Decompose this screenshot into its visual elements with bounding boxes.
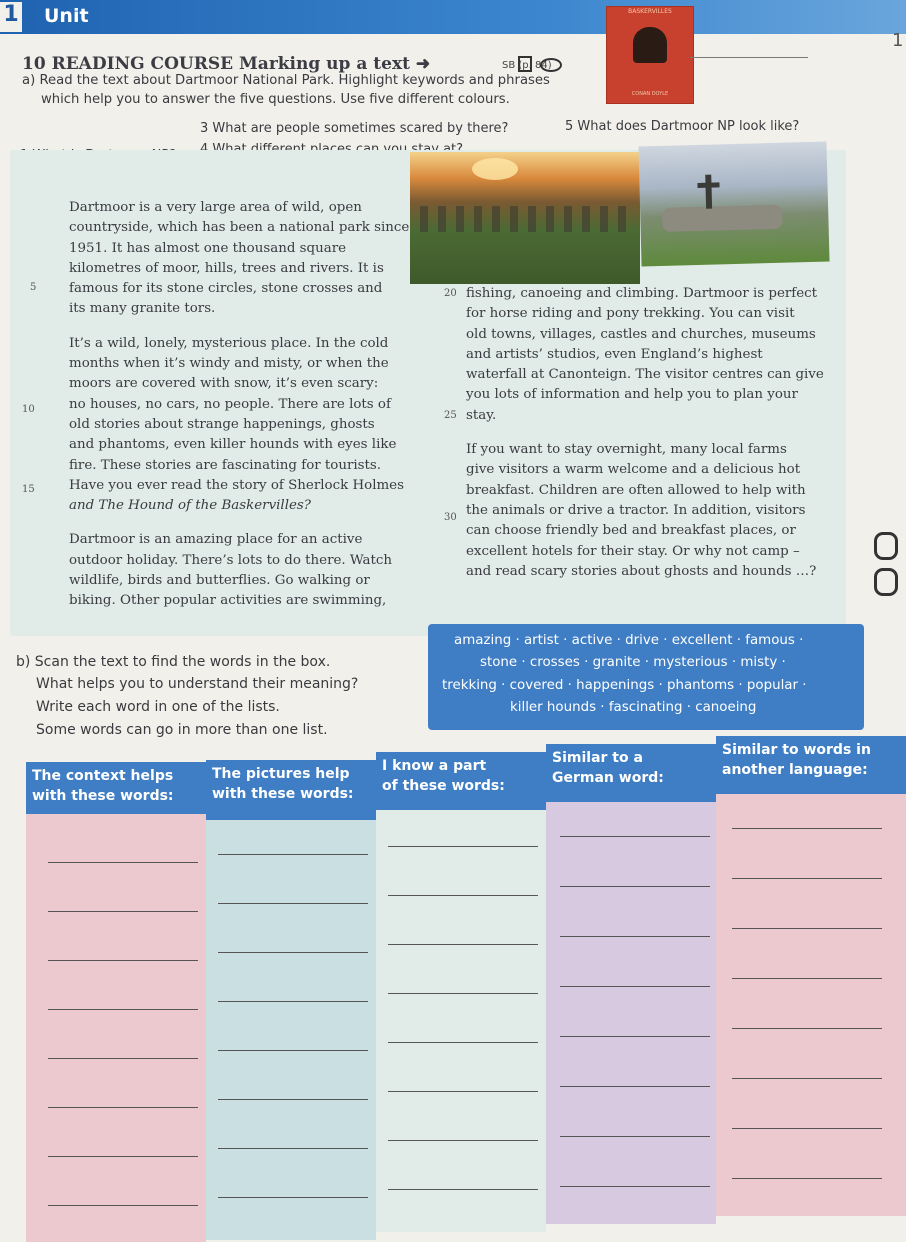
writing-line[interactable] xyxy=(218,1099,368,1100)
writing-line[interactable] xyxy=(732,828,882,829)
line-number: 30 xyxy=(444,512,457,523)
part-b-instruction-3: Write each word in one of the lists. xyxy=(36,699,280,715)
part-a-instruction-2: which help you to answer the five questions. Use five different colours. xyxy=(41,92,510,107)
writing-line[interactable] xyxy=(48,1205,198,1206)
writing-line[interactable] xyxy=(560,886,710,887)
word-box-line: trekking · covered · happenings · phantoms · popular · xyxy=(442,678,807,693)
text-line: and The Hound of the Baskervilles? xyxy=(69,498,311,514)
writing-line[interactable] xyxy=(732,978,882,979)
writing-line[interactable] xyxy=(48,1156,198,1157)
line-number: 15 xyxy=(22,484,35,495)
writing-line[interactable] xyxy=(560,1086,710,1087)
granite-tor xyxy=(662,205,783,232)
writing-line[interactable] xyxy=(48,960,198,961)
text-line: biking. Other popular activities are swimming, xyxy=(69,593,387,609)
writing-line[interactable] xyxy=(218,903,368,904)
line-number: 25 xyxy=(444,410,457,421)
writing-line[interactable] xyxy=(388,1091,538,1092)
writing-line[interactable] xyxy=(48,1107,198,1108)
text-line: no houses, no cars, no people. There are lots of xyxy=(69,396,391,412)
part-a-instruction-1 xyxy=(22,73,550,88)
stone-circle-photo xyxy=(410,152,640,284)
writing-line[interactable] xyxy=(48,911,198,912)
page-reference: SB (p. 84) xyxy=(502,60,552,71)
writing-line[interactable] xyxy=(388,1189,538,1190)
writing-line[interactable] xyxy=(48,1058,198,1059)
column-header-line: Similar to words in xyxy=(722,742,871,758)
list-column-other-language xyxy=(716,736,906,1216)
text-line: its many granite tors. xyxy=(69,301,216,317)
writing-line[interactable] xyxy=(218,1050,368,1051)
column-header-line: I know a part xyxy=(382,758,487,774)
text-line: excellent hotels for their stay. Or why not camp – xyxy=(466,543,800,559)
unit-banner xyxy=(0,0,906,34)
text-line: wildlife, birds and butterflies. Go walking or xyxy=(69,573,370,589)
writing-line[interactable] xyxy=(560,936,710,937)
text-line: Dartmoor is a very large area of wild, open xyxy=(69,200,362,215)
writing-line[interactable] xyxy=(218,1001,368,1002)
list-column-german xyxy=(546,744,716,1224)
writing-line[interactable] xyxy=(388,1042,538,1043)
book-icon xyxy=(518,56,532,72)
writing-line[interactable] xyxy=(560,1036,710,1037)
list-column-know-part xyxy=(376,752,546,1232)
column-header xyxy=(206,760,376,820)
column-header xyxy=(26,762,206,814)
column-header-line: another language: xyxy=(722,762,868,778)
text-line: waterfall at Canonteign. The visitor centres can give xyxy=(466,367,824,383)
text-line: kilometres of moor, hills, trees and rivers. It is xyxy=(69,260,384,276)
text-line: stay. xyxy=(466,407,497,423)
text-line: Have you ever read the story of Sherlock Holmes xyxy=(69,477,404,493)
speech-bubble-icon xyxy=(540,58,562,72)
part-b-instruction-4: Some words can go in more than one list. xyxy=(36,722,328,738)
exercise-title: READING COURSE Marking up a text xyxy=(51,54,410,74)
writing-line[interactable] xyxy=(388,944,538,945)
line-number: 10 xyxy=(22,404,35,415)
reading-text-left xyxy=(69,198,409,612)
part-b-instruction-2: What helps you to understand their meaning? xyxy=(36,676,359,692)
cover-author: CONAN DOYLE xyxy=(631,91,669,97)
text-line: for horse riding and pony trekking. You can visit xyxy=(466,306,795,322)
text-line: and artists’ studios, even England’s highest xyxy=(466,346,763,362)
writing-line[interactable] xyxy=(560,986,710,987)
writing-line[interactable] xyxy=(218,952,368,953)
text-line: moors are covered with snow, it’s even scary: xyxy=(69,376,379,392)
paragraph-gap xyxy=(69,516,409,530)
list-column-pictures xyxy=(206,760,376,1240)
text-line: months when it’s windy and misty, or when the xyxy=(69,356,389,372)
exercise-heading xyxy=(22,54,430,74)
column-header-line: Similar to a xyxy=(552,750,643,766)
text-line: can choose friendly bed and breakfast places, or xyxy=(466,523,796,539)
column-header xyxy=(716,736,906,794)
writing-line[interactable] xyxy=(732,1028,882,1029)
text-line: fishing, canoeing and climbing. Dartmoor is perfect xyxy=(466,286,818,301)
text-line: give visitors a warm welcome and a delicious hot xyxy=(466,462,801,478)
writing-line[interactable] xyxy=(732,878,882,879)
word-box-line: amazing · artist · active · drive · excellent · famous · xyxy=(454,633,804,648)
writing-line[interactable] xyxy=(560,1136,710,1137)
writing-line[interactable] xyxy=(732,1078,882,1079)
reading-text-right xyxy=(466,284,824,582)
text-line: If you want to stay overnight, many local farms xyxy=(466,442,787,458)
text-line: 1951. It has almost one thousand square xyxy=(69,240,347,256)
cover-hound-illustration xyxy=(633,27,667,63)
writing-line[interactable] xyxy=(560,836,710,837)
stone-cross-tor-photo xyxy=(638,142,829,267)
column-header-line: with these words: xyxy=(212,786,354,802)
arrow-icon: ➜ xyxy=(415,54,431,74)
line-number: 20 xyxy=(444,288,457,299)
sunset-glow xyxy=(472,158,518,180)
column-header xyxy=(376,752,546,810)
writing-line[interactable] xyxy=(48,1009,198,1010)
writing-line[interactable] xyxy=(560,1186,710,1187)
page-number: 1 xyxy=(892,30,904,51)
unit-label: Unit xyxy=(44,5,89,27)
exercise-number: 10 xyxy=(22,54,46,74)
stone-circle xyxy=(420,206,630,232)
word-box-line: killer hounds · fascinating · canoeing xyxy=(510,700,757,715)
writing-line[interactable] xyxy=(732,1178,882,1179)
writing-line[interactable] xyxy=(732,928,882,929)
list-column-context xyxy=(26,762,206,1242)
text-line: countryside, which has been a national park since xyxy=(69,220,410,236)
word-box-line: stone · crosses · granite · mysterious · misty · xyxy=(480,655,786,670)
unit-number: 1 xyxy=(0,2,22,32)
text-line: the animals or drive a tractor. In addition, visitors xyxy=(466,502,806,518)
column-header xyxy=(546,744,716,802)
cover-title: BASKERVILLES xyxy=(628,8,672,15)
text-line: and read scary stories about ghosts and hounds …? xyxy=(466,563,817,579)
column-header-line: with these words: xyxy=(32,788,174,804)
part-b-instruction-1: b) Scan the text to find the words in the box. xyxy=(16,654,331,670)
text-line: old stories about strange happenings, ghosts xyxy=(69,416,375,432)
text-line: Dartmoor is an amazing place for an active xyxy=(69,532,363,548)
writing-line[interactable] xyxy=(732,1128,882,1129)
text-line: and phantoms, even killer hounds with eyes like xyxy=(69,437,397,453)
column-header-line: German word: xyxy=(552,770,664,786)
text-line: breakfast. Children are often allowed to help with xyxy=(466,482,806,498)
text-line: famous for its stone circles, stone crosses and xyxy=(69,281,383,297)
writing-line[interactable] xyxy=(48,862,198,863)
writing-line[interactable] xyxy=(218,1148,368,1149)
writing-line[interactable] xyxy=(388,993,538,994)
text-line: you lots of information and help you to plan your xyxy=(466,387,798,403)
stone-cross xyxy=(705,175,712,209)
paragraph-gap xyxy=(466,426,824,440)
question-5: 5 What does Dartmoor NP look like? xyxy=(565,119,800,134)
writing-line[interactable] xyxy=(218,1197,368,1198)
question-3: 3 What are people sometimes scared by there? xyxy=(200,121,509,136)
writing-line[interactable] xyxy=(388,1140,538,1141)
column-header-line: of these words: xyxy=(382,778,505,794)
text-line: old towns, villages, castles and churches, museums xyxy=(466,326,816,342)
heading-rule xyxy=(690,57,808,58)
writing-line[interactable] xyxy=(388,846,538,847)
part-a-label: a) xyxy=(22,73,36,88)
paragraph-gap xyxy=(69,320,409,334)
writing-line[interactable] xyxy=(218,854,368,855)
column-header-line: The pictures help xyxy=(212,766,350,782)
binder-ring-icon xyxy=(874,532,898,560)
text-line: It’s a wild, lonely, mysterious place. In the cold xyxy=(69,335,389,351)
text-line: outdoor holiday. There’s lots to do there. Watch xyxy=(69,552,393,568)
book-cover-image xyxy=(606,6,694,104)
writing-line[interactable] xyxy=(388,895,538,896)
word-box xyxy=(428,624,864,730)
column-header-line: The context helps xyxy=(32,768,174,784)
binder-ring-icon xyxy=(874,568,898,596)
text-line: fire. These stories are fascinating for tourists. xyxy=(69,457,382,473)
part-a-text-1: Read the text about Dartmoor National Park. Highlight keywords and phrases xyxy=(39,73,550,88)
line-number: 5 xyxy=(30,282,37,293)
